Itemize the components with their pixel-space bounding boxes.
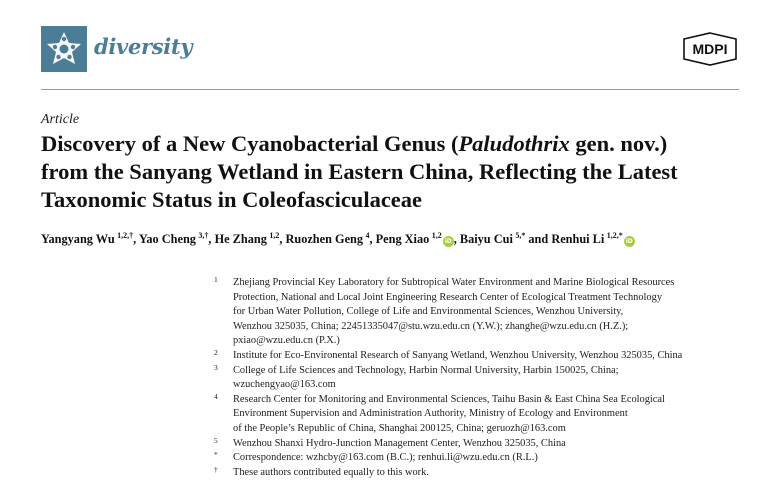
star-icon — [41, 26, 87, 72]
affiliation-marker: 2 — [214, 347, 218, 357]
affiliation-marker: † — [214, 464, 218, 474]
genus-name: Paludothrix — [458, 131, 570, 156]
affiliation-2: 2 Institute for Eco-Environental Research of Sanyang Wetland, Wenzhou University, Wenzhou 325035, China — [214, 347, 683, 361]
affiliation-marker: * — [214, 450, 218, 460]
affiliation-marker: 5 — [214, 435, 218, 445]
header-divider — [41, 89, 739, 90]
orcid-icon[interactable]: iD — [444, 238, 452, 245]
title-line-1: Discovery of a New Cyanobacterial Genus (Paludothrix gen. nov.) — [41, 131, 668, 156]
title-line-2: from the Sanyang Wetland in Eastern China, Reflecting the Latest — [41, 159, 678, 184]
affiliation-5: 5 Wenzhou Shanxi Hydro-Junction Management Center, Wenzhou 325035, China — [214, 435, 566, 449]
affiliation-4: 4 Research Center for Monitoring and Environmental Sciences, Taihu Basin & East China Sea Ecological Environment Supervision and Administration Authority, Ministry of Ecology and Environment of the People’s Republic of China, Shanghai 200125, China; geruozh@163.com — [214, 391, 665, 434]
journal-logo — [41, 26, 87, 72]
author: Ruozhen Geng $^4$, — [285, 231, 376, 246]
author: Yao Cheng $^{3,\dagger}$, — [138, 231, 215, 246]
author: Renhui Li $^{1,2,*}$iD — [551, 231, 633, 246]
author-list — [41, 231, 741, 247]
publisher-name: MDPI — [692, 41, 728, 57]
paper-title — [41, 130, 741, 214]
author: Yangyang Wu $^{1,2,\dagger}$, — [41, 231, 139, 246]
affiliation-3: 3 College of Life Sciences and Technology, Harbin Normal University, Harbin 150025, China; wzuchengyao@163.com — [214, 362, 619, 391]
journal-name: diversity — [94, 34, 193, 59]
author: Peng Xiao $^{1,2}$iD , — [375, 231, 460, 246]
article-type: Article — [41, 112, 80, 127]
author: He Zhang $^{1,2}$, — [214, 231, 286, 246]
journal-header — [41, 26, 739, 76]
title-line-3: Taxonomic Status in Coleofasciculaceae — [41, 187, 423, 212]
affiliation-marker: 4 — [214, 391, 218, 401]
author: Baiyu Cui $^{5,*}$ and — [459, 231, 552, 246]
affiliation-list — [214, 276, 744, 480]
equal-contribution-note: † These authors contributed equally to this work. — [214, 464, 429, 478]
orcid-icon[interactable]: iD — [625, 238, 633, 245]
affiliation-1: 1 Zhejiang Provincial Key Laboratory for Subtropical Water Environment and Marine Biological Resources Protection, National and Local Joint Engineering Research Center of Ecological Treatment Technology for Urban Water Pollution, College of Life and Environmental Sciences, Wenzhou University, Wenzhou 325035, China; 22451335047@stu.wzu.edu.cn (Y.W.); zhanghe@wzu.edu.cn (H.Z.); pxiao@wzu.edu.cn (P.X.) — [214, 275, 675, 347]
affiliation-marker: 3 — [214, 362, 218, 372]
correspondence: * Correspondence: wzhcby@163.com (B.C.); renhui.li@wzu.edu.cn (R.L.) — [214, 450, 538, 464]
affiliation-marker: 1 — [214, 275, 218, 284]
publisher-logo — [681, 32, 739, 66]
